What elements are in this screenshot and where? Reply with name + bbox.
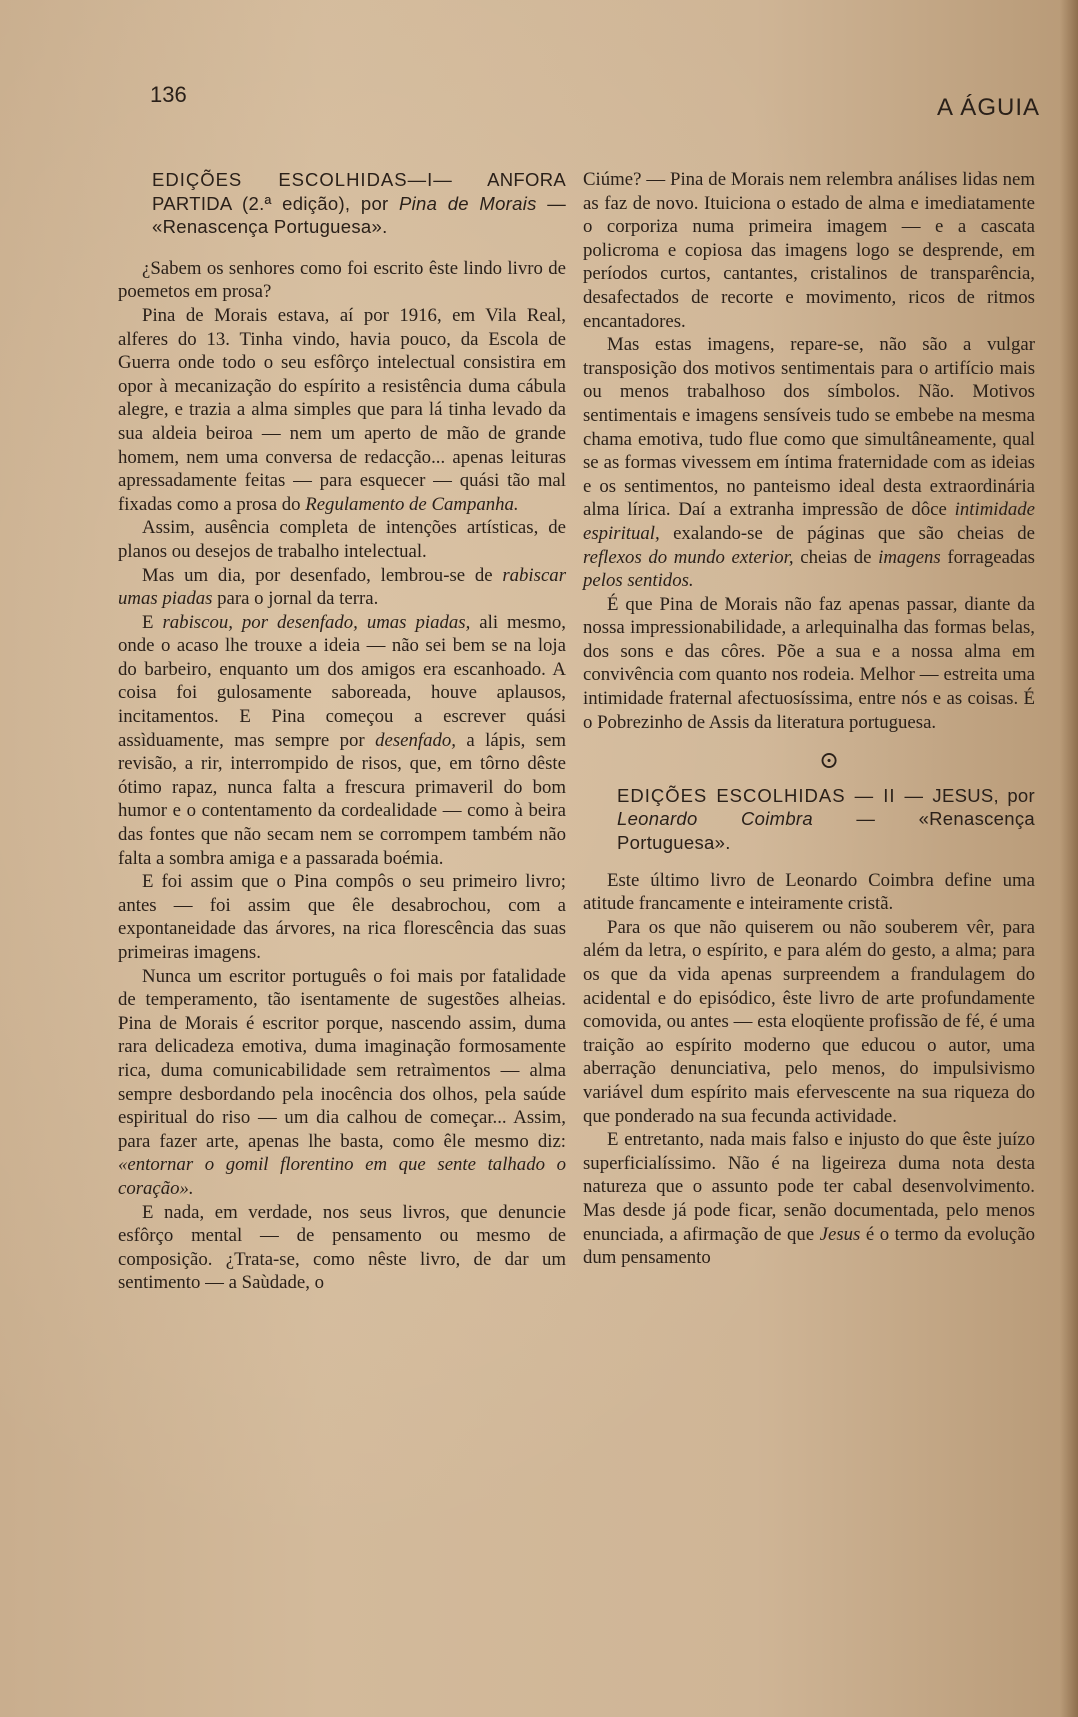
- paragraph-text: E: [142, 611, 154, 633]
- page-number: 136: [150, 82, 187, 107]
- right-column: [583, 168, 1035, 1270]
- paragraph: [118, 965, 566, 1201]
- paragraph-text: Mas um dia, por desenfado, lembrou-se de: [142, 564, 493, 586]
- paragraph-italic: «entornar o gomil florentino em que sente talhado o coração».: [118, 1154, 566, 1199]
- paragraph: [118, 564, 566, 611]
- review-2-publisher: — «Renascença Portuguesa».: [617, 808, 1035, 854]
- journal-title: A ÁGUIA: [936, 94, 1040, 121]
- paragraph: E nada, em verdade, nos seus livros, que denuncie esfôrço mental — de pensamento ou mesmo de composição. ¿Trata-se, como nêste livro, de dar um sentimento — a Saùdade, o: [118, 1201, 566, 1294]
- paragraph-text: cheias de: [800, 546, 872, 568]
- paragraph: ¿Sabem os senhores como foi escrito êste lindo livro de poemetos em prosa?: [118, 257, 566, 303]
- paragraph: [118, 304, 566, 516]
- paragraph-text: Mas estas imagens, repare-se, não são a vulgar transposição dos motivos sentimentais para o artifício mais ou menos trabalhoso dos símbolos. Não. Motivos sentimentais e imagens sensíveis tudo se embebe na mesma chama emotiva, tudo flue como que simultâneamente, qual se as formas vivessem em íntima fraternidade com as ideias e os sentimentos, no panteismo ideal desta extraordinária alma lírica. Daí a extranha impressão de dôce: [583, 334, 1035, 521]
- paragraph-text: a lápis, sem revisão, a rir, interrompido de risos, que, em tôrno dêste ótimo rapaz, nunca falta a frescura primaveril do bom humor e o contentamento da cordealidade — como à beira das fontes que não secam nem se corrompem também não falta a sombra amiga e a passarada boémia.: [118, 729, 567, 869]
- page-edge: [1060, 0, 1078, 1717]
- paragraph: [118, 611, 566, 871]
- paragraph-text: exalando-se de páginas que são cheias de: [673, 522, 1035, 544]
- paragraph-text: é o termo da evolução dum pensamento: [583, 1223, 1035, 1269]
- review-1-title: [118, 168, 566, 239]
- review-1-publisher: — «Renascença Portuguesa».: [152, 192, 566, 238]
- paragraph-text: Nunca um escritor português o foi mais por fatalidade de temperamento, tão isentamente de sugestões alheias. Pina de Morais é escritor porque, nascendo assim, duma rara delicadeza emotiva, duma imaginação formosamente rica, duma comunicabilidade sem retraìmentos — alma sempre desbordando pela inocência dos olhos, pela saúde espiritual do riso — um dia calhou de começar... Assim, para fazer arte, apenas lhe basta, como êle mesmo diz:: [118, 965, 566, 1152]
- review-2-book: JESUS, por: [932, 784, 1035, 806]
- review-1-heading: EDIÇÕES ESCOLHIDAS—I—: [152, 169, 453, 190]
- paragraph: Ciúme? — Pina de Morais nem relembra análises lidas nem as faz de novo. Ituiciona o estado de alma e imediatamente o corporiza numa primeira imagem — e a cascata policroma e copiosa das imagens logo se desprende, em períodos curtos, cantantes, cristalinos de transparência, desafectados de recorte e movimento, ricos de ritmos encantadores.: [583, 169, 1035, 332]
- paragraph-italic: rabiscou, por desenfado, umas piadas,: [162, 611, 471, 633]
- paragraph: Assim, ausência completa de intenções artísticas, de planos ou desejos de trabalho intelectual.: [118, 517, 566, 562]
- paragraph: E foi assim que o Pina compôs o seu primeiro livro; antes — foi assim que êle desabrochou, com a expontaneidade das árvores, na rica florescência das suas primeiras imagens.: [118, 871, 566, 963]
- paragraph-italic: imagens: [878, 546, 941, 568]
- paragraph: Este último livro de Leonardo Coimbra define uma atitude francamente e inteiramente cristã.: [583, 869, 1035, 915]
- paragraph-italic: intimidade espiritual,: [583, 499, 1035, 544]
- paragraph-text: Pina de Morais estava, aí por 1916, em Vila Real, alferes do 13. Tinha vindo, havia pouco, da Escola de Guerra onde todo o seu esfôrço intelectual consistira em opor à mecanização do espírito a resistência duma cábula alegre, e trazia a alma simples que para lá tinha levado da sua aldeia beiroa — nem um aperto de mão de grande homem, nem uma conversa de redacção... apenas leituras apressadamente feitas — para esquecer — quási tão mal fixadas como a prosa do: [118, 304, 566, 515]
- paragraph-italic: rabiscar umas piadas: [118, 564, 566, 610]
- paragraph-italic: Regulamento de Campanha.: [305, 493, 519, 515]
- paragraph: [583, 1128, 1035, 1270]
- paragraph: [583, 333, 1035, 593]
- ornament-icon: ⊙: [818, 748, 840, 775]
- review-2-heading: EDIÇÕES ESCOLHIDAS — II —: [617, 784, 925, 806]
- paragraph-text: E entretanto, nada mais falso e injusto do que êste juízo superficialíssimo. Não é na ligeireza duma nota desta natureza que o assunto pode ter cabal desenvolvimento. Mas desde já pode ficar, senão documentada, pelo menos enunciada, a afirmação de que: [583, 1129, 1035, 1245]
- paragraph: É que Pina de Morais não faz apenas passar, diante da nossa impressionabilidade, a arlequinalha das formas belas, dos sons e das côres. Põe a sua e a nossa alma em convivência com quanto nos rodeia. Melhor — estreita uma intimidade fraternal afectuosíssima, entre nós e as coisas. É o Pobrezinho de Assis da literatura portuguesa.: [583, 593, 1035, 733]
- paragraph-text: para o jornal da terra.: [217, 588, 379, 610]
- review-1-author: Pina de Morais: [399, 192, 537, 214]
- paragraph-italic: Jesus: [819, 1223, 861, 1245]
- left-column: [118, 168, 566, 1295]
- paragraph-italic: desenfado,: [375, 729, 456, 751]
- paragraph: Para os que não quiserem ou não souberem vêr, para além da letra, o espírito, e para além do gesto, a alma; para os que da vida apenas surpreendem a frandulagem do acidental e do episódico, êste livro de arte profundamente comovida, ou antes — esta eloqüente profissão de fé, é uma traição ao espírito moderno que educou o autor, uma aberração denunciativa, pelo menos, do impulsivismo variável dum espírito mais efervescente na sua riqueza do que ponderado na sua fecunda actividade.: [583, 916, 1035, 1127]
- review-1-book: ANFORA PARTIDA (2.ª edição), por: [152, 169, 566, 214]
- paragraph-text: ali mesmo, onde o acaso lhe trouxe a ideia — não sei bem se na loja do barbeiro, enquanto um dos amigos era escanhoado. A coisa foi gulosamente saboreada, houve aplausos, incitamentos. E Pina começou a escrever quási assìduamente, mas sempre por: [118, 611, 566, 751]
- review-2-title: [583, 784, 1035, 855]
- paragraph-italic: pelos sentidos.: [583, 570, 694, 592]
- paragraph-italic: reflexos do mundo exterior,: [583, 546, 794, 568]
- paragraph-text: forrageadas: [947, 546, 1035, 568]
- review-2-author: Leonardo Coimbra: [617, 808, 813, 830]
